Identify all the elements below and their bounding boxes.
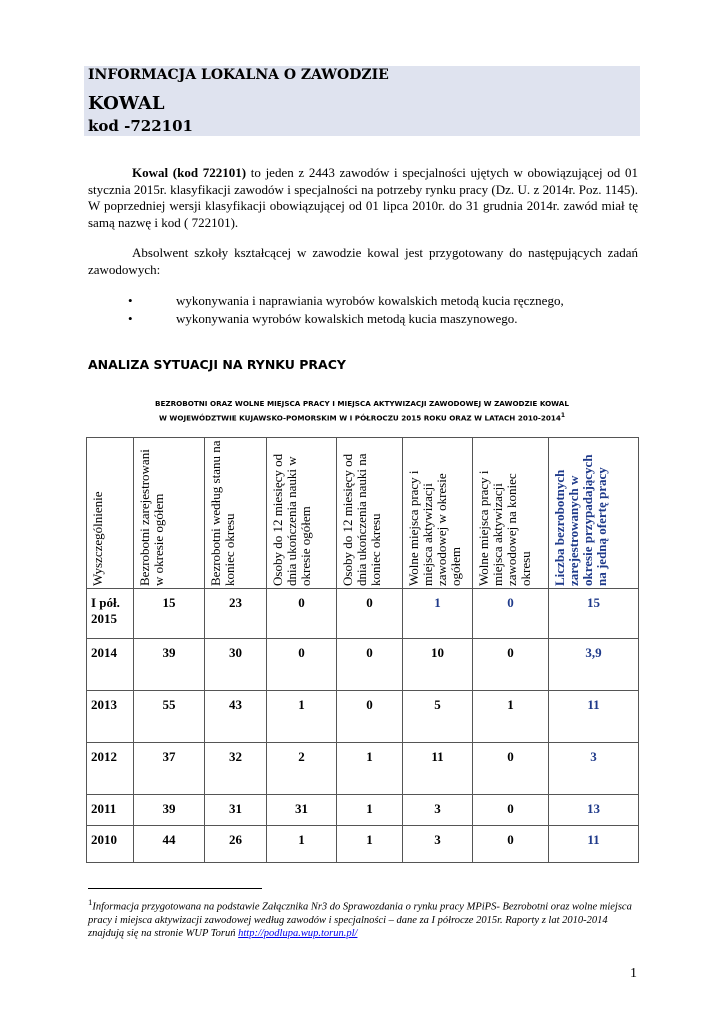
header-text: Osoby do 12 miesięcy od dnia ukończenia nauki w okresie ogółem <box>270 453 313 586</box>
header-text: Wolne miejsca pracy i miejsca aktywizacji zawodowej w okresie ogółem <box>406 470 463 586</box>
table-cell: 3 <box>403 826 473 863</box>
table-cell: 3 <box>549 743 639 795</box>
table-cell: 0 <box>267 589 337 639</box>
caption-text: W WOJEWÓDZTWIE KUJAWSKO-POMORSKIM W I PÓŁROCZU 2015 ROKU ORAZ W LATACH 2010-2014 <box>158 413 561 423</box>
table-cell: 1 <box>337 795 403 826</box>
header-text: Osoby do 12 miesięcy od dnia ukończenia nauki na koniec okresu <box>340 453 383 586</box>
footnote-link[interactable]: http://podlupa.wup.torun.pl/ <box>238 927 358 939</box>
intro-bold: Kowal (kod 722101) <box>132 165 247 180</box>
page-number: 1 <box>630 966 637 981</box>
table-cell: 11 <box>403 743 473 795</box>
table-cell: 0 <box>473 743 549 795</box>
column-header <box>403 438 473 589</box>
row-label: 2013 <box>87 691 134 743</box>
bullet-item: wykonywania wyrobów kowalskich metodą kucia maszynowego. <box>176 311 518 326</box>
row-label: 2011 <box>87 795 134 826</box>
table-row <box>87 826 639 863</box>
table-cell: 0 <box>473 795 549 826</box>
column-header <box>337 438 403 589</box>
row-label: I pół. 2015 <box>87 589 134 639</box>
table-cell: 0 <box>473 826 549 863</box>
doc-code: kod -722101 <box>88 117 193 135</box>
statistics-table <box>86 437 639 863</box>
doc-title: KOWAL <box>88 93 165 114</box>
row-label: 2012 <box>87 743 134 795</box>
table-cell: 31 <box>267 795 337 826</box>
table-cell: 3,9 <box>549 639 639 691</box>
header-text: Bezrobotni zarejestrowani w okresie ogółem <box>137 449 166 586</box>
table-row <box>87 743 639 795</box>
table-cell: 23 <box>205 589 267 639</box>
table-row <box>87 691 639 743</box>
table-cell: 1 <box>337 826 403 863</box>
header-text: Wyszczególnienie <box>90 491 105 586</box>
table-caption-line2 <box>84 410 640 424</box>
table-cell: 1 <box>267 691 337 743</box>
column-header <box>473 438 549 589</box>
doc-subtitle: INFORMACJA LOKALNA O ZAWODZIE <box>88 67 389 83</box>
row-label: 2010 <box>87 826 134 863</box>
table-cell: 0 <box>337 691 403 743</box>
table-cell: 39 <box>134 795 205 826</box>
table-cell: 15 <box>549 589 639 639</box>
table-cell: 1 <box>337 743 403 795</box>
bullet-icon: • <box>128 311 133 326</box>
table-caption-line1: BEZROBOTNI ORAZ WOLNE MIEJSCA PRACY I MIEJSCA AKTYWIZACJI ZAWODOWEJ W ZAWODZIE KOWAL <box>155 399 569 408</box>
table-header-row <box>87 438 639 589</box>
footnote-ref: 1 <box>560 412 566 419</box>
column-header <box>549 438 639 589</box>
table-cell: 0 <box>267 639 337 691</box>
table-row <box>87 639 639 691</box>
table-cell: 0 <box>473 639 549 691</box>
table-cell: 1 <box>267 826 337 863</box>
table-cell: 44 <box>134 826 205 863</box>
table-cell: 5 <box>403 691 473 743</box>
table-cell: 1 <box>403 589 473 639</box>
column-header <box>267 438 337 589</box>
intro-text: to jeden z 2443 zawodów i specjalności ujętych w obowiązującej od 01 stycznia 2015r. klasyfikacji zawodów i specjalności na potrzeby rynku pracy (Dz. U. z 2014r. Poz. 1145). W poprzedniej wersji klasyfikacji obowiązującej od 01 lipca 2010r. do 31 grudnia 2014r. zawód miał tę samą nazwę i kod ( 722101). <box>88 165 638 230</box>
table-cell: 30 <box>205 639 267 691</box>
column-header <box>87 438 134 589</box>
table-cell: 10 <box>403 639 473 691</box>
row-label: 2014 <box>87 639 134 691</box>
table-row <box>87 795 639 826</box>
table-cell: 3 <box>403 795 473 826</box>
bullet-icon: • <box>128 293 133 308</box>
table-cell: 37 <box>134 743 205 795</box>
table-cell: 1 <box>473 691 549 743</box>
header-text: Wolne miejsca pracy i miejsca aktywizacji zawodowej na koniec okresu <box>476 470 533 586</box>
footnote-text: Informacja przygotowana na podstawie Załącznika Nr3 do Sprawozdania o rynku pracy MPiPS- Bezrobotni oraz wolne miejsca pracy i miejsca aktywizacji zawodowej według zawodów i specjalności – dane za I półrocze 2015r. Raporty z lat 2010-2014 znajdują się na stronie WUP Toruń <box>88 901 632 939</box>
table-cell: 26 <box>205 826 267 863</box>
table-cell: 0 <box>337 639 403 691</box>
table-row <box>87 589 639 639</box>
header-text: Liczba bezrobotnych zarejestrowanych w okresie przypadających na jedną ofertę pracy <box>552 454 609 586</box>
table-cell: 0 <box>473 589 549 639</box>
intro-paragraph <box>88 165 638 231</box>
header-text: Bezrobotni według stanu na koniec okresu <box>208 440 237 586</box>
column-header <box>205 438 267 589</box>
table-cell: 31 <box>205 795 267 826</box>
footnote-divider <box>88 888 262 889</box>
section-title: ANALIZA SYTUACJI NA RYNKU PRACY <box>88 357 346 372</box>
table-cell: 11 <box>549 691 639 743</box>
table-cell: 39 <box>134 639 205 691</box>
table-cell: 15 <box>134 589 205 639</box>
table-cell: 2 <box>267 743 337 795</box>
table-cell: 11 <box>549 826 639 863</box>
table-cell: 0 <box>337 589 403 639</box>
footnote <box>88 896 638 940</box>
bullet-item: wykonywania i naprawiania wyrobów kowalskich metodą kucia ręcznego, <box>176 293 564 308</box>
table-cell: 13 <box>549 795 639 826</box>
footnote-mark: 1 <box>88 897 93 907</box>
paragraph-2: Absolwent szkoły kształcącej w zawodzie kowal jest przygotowany do następujących zadań zawodowych: <box>88 245 638 277</box>
column-header <box>134 438 205 589</box>
table-cell: 55 <box>134 691 205 743</box>
table-cell: 32 <box>205 743 267 795</box>
table-cell: 43 <box>205 691 267 743</box>
